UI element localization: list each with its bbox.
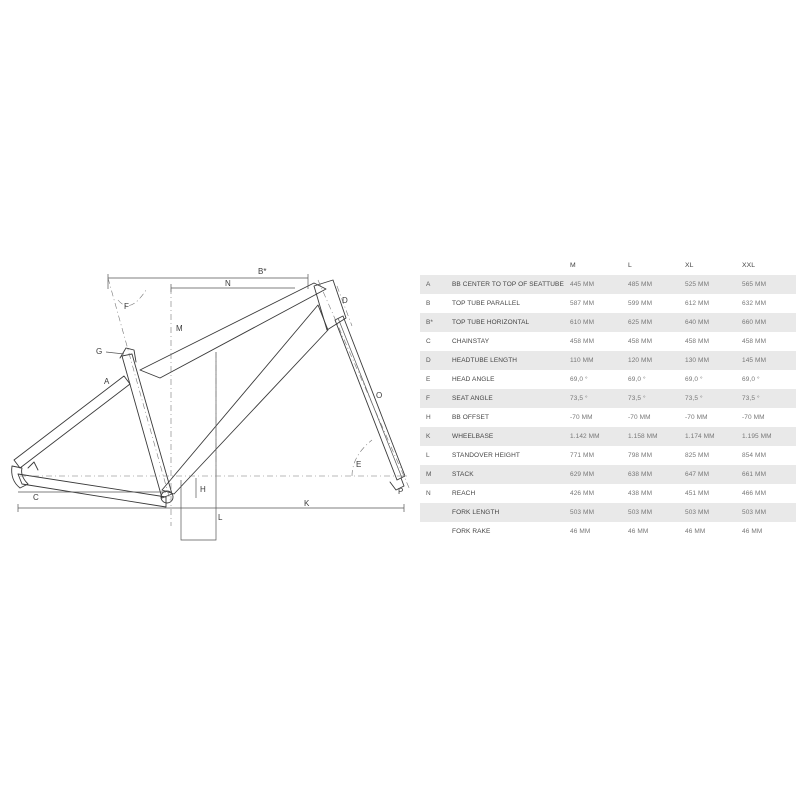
- cell-code: E: [420, 370, 452, 389]
- cell-m: 46 MM: [570, 522, 628, 541]
- geometry-table: [420, 256, 796, 541]
- top-tube: [140, 283, 326, 378]
- down-tube: [162, 305, 328, 494]
- head-tube: [314, 280, 346, 330]
- cell-xxl: 854 MM: [742, 446, 796, 465]
- col-m-header: M: [570, 262, 576, 269]
- cell-xxl: 1.195 MM: [742, 427, 796, 446]
- seat-stay: [14, 376, 130, 468]
- cell-l: 120 MM: [628, 351, 685, 370]
- cell-l: 599 MM: [628, 294, 685, 313]
- label-e: E: [356, 460, 362, 469]
- cell-code: K: [420, 427, 452, 446]
- table-row: [420, 465, 796, 484]
- cell-name: FORK RAKE: [452, 522, 570, 541]
- cell-l: 46 MM: [628, 522, 685, 541]
- cell-xl: 640 MM: [685, 313, 742, 332]
- label-l: L: [218, 513, 223, 522]
- cell-xl: 451 MM: [685, 484, 742, 503]
- cell-l: 438 MM: [628, 484, 685, 503]
- cell-code: [420, 503, 452, 522]
- cell-xxl: 661 MM: [742, 465, 796, 484]
- table-row: [420, 503, 796, 522]
- col-xl-header: XL: [685, 262, 694, 269]
- cell-xxl: -70 MM: [742, 408, 796, 427]
- table-row: [420, 427, 796, 446]
- cell-m: 73,5 °: [570, 389, 628, 408]
- cell-code: B*: [420, 313, 452, 332]
- label-f: F: [124, 302, 129, 311]
- cell-code: C: [420, 332, 452, 351]
- cell-name: STACK: [452, 465, 570, 484]
- cell-xxl: 69,0 °: [742, 370, 796, 389]
- label-n: N: [225, 279, 231, 288]
- table-row: [420, 313, 796, 332]
- cell-name: STANDOVER HEIGHT: [452, 446, 570, 465]
- label-o: O: [376, 391, 383, 400]
- cell-xxl: 466 MM: [742, 484, 796, 503]
- chain-stay: [18, 474, 166, 507]
- label-d: D: [342, 296, 348, 305]
- cell-l: 485 MM: [628, 275, 685, 294]
- cell-code: B: [420, 294, 452, 313]
- bike-frame-diagram: [0, 250, 420, 550]
- table-row: [420, 522, 796, 541]
- cell-m: 445 MM: [570, 275, 628, 294]
- cell-xxl: 503 MM: [742, 503, 796, 522]
- cell-xl: 130 MM: [685, 351, 742, 370]
- table-row: [420, 332, 796, 351]
- cell-xl: -70 MM: [685, 408, 742, 427]
- col-xxl-header: XXL: [742, 262, 756, 269]
- cell-l: 73,5 °: [628, 389, 685, 408]
- rear-dropout-hook: [28, 462, 38, 470]
- g-leader: [106, 352, 124, 354]
- col-l-header: L: [628, 262, 632, 269]
- label-h: H: [200, 485, 206, 494]
- cell-name: REACH: [452, 484, 570, 503]
- cell-name: FORK LENGTH: [452, 503, 570, 522]
- cell-m: 629 MM: [570, 465, 628, 484]
- cell-xxl: 145 MM: [742, 351, 796, 370]
- cell-xl: 503 MM: [685, 503, 742, 522]
- cell-m: 458 MM: [570, 332, 628, 351]
- table-row: [420, 275, 796, 294]
- cell-l: 1.158 MM: [628, 427, 685, 446]
- cell-name: HEAD ANGLE: [452, 370, 570, 389]
- table-row: [420, 351, 796, 370]
- cell-xl: 46 MM: [685, 522, 742, 541]
- cell-code: A: [420, 275, 452, 294]
- cell-code: M: [420, 465, 452, 484]
- cell-m: 110 MM: [570, 351, 628, 370]
- cell-m: 503 MM: [570, 503, 628, 522]
- cell-name: SEAT ANGLE: [452, 389, 570, 408]
- cell-name: TOP TUBE HORIZONTAL: [452, 313, 570, 332]
- label-c: C: [33, 493, 39, 502]
- cell-xxl: 565 MM: [742, 275, 796, 294]
- table-body: [420, 275, 796, 541]
- cell-xl: 825 MM: [685, 446, 742, 465]
- cell-l: 503 MM: [628, 503, 685, 522]
- cell-m: 610 MM: [570, 313, 628, 332]
- table-row: [420, 484, 796, 503]
- label-p: P: [398, 487, 404, 496]
- cell-l: 458 MM: [628, 332, 685, 351]
- col-name-header: [452, 256, 570, 275]
- cell-m: 771 MM: [570, 446, 628, 465]
- cell-m: 69,0 °: [570, 370, 628, 389]
- cell-name: HEADTUBE LENGTH: [452, 351, 570, 370]
- label-k: K: [304, 499, 310, 508]
- cell-xxl: 660 MM: [742, 313, 796, 332]
- cell-code: [420, 522, 452, 541]
- table-row: [420, 370, 796, 389]
- table-header: [420, 256, 796, 275]
- cell-name: WHEELBASE: [452, 427, 570, 446]
- cell-l: 625 MM: [628, 313, 685, 332]
- table-row: [420, 408, 796, 427]
- cell-name: CHAINSTAY: [452, 332, 570, 351]
- cell-m: 1.142 MM: [570, 427, 628, 446]
- cell-code: L: [420, 446, 452, 465]
- cell-xxl: 458 MM: [742, 332, 796, 351]
- cell-xxl: 46 MM: [742, 522, 796, 541]
- cell-xl: 612 MM: [685, 294, 742, 313]
- cell-xl: 458 MM: [685, 332, 742, 351]
- table-row: [420, 389, 796, 408]
- cell-name: TOP TUBE PARALLEL: [452, 294, 570, 313]
- cell-l: -70 MM: [628, 408, 685, 427]
- cell-m: 426 MM: [570, 484, 628, 503]
- cell-xxl: 73,5 °: [742, 389, 796, 408]
- label-m: M: [176, 324, 183, 333]
- cell-xxl: 632 MM: [742, 294, 796, 313]
- cell-l: 69,0 °: [628, 370, 685, 389]
- cell-code: F: [420, 389, 452, 408]
- label-b-star: B*: [258, 267, 267, 276]
- cell-code: H: [420, 408, 452, 427]
- table-row: [420, 446, 796, 465]
- cell-name: BB CENTER TO TOP OF SEATTUBE: [452, 275, 570, 294]
- cell-xl: 647 MM: [685, 465, 742, 484]
- cell-l: 638 MM: [628, 465, 685, 484]
- cell-xl: 1.174 MM: [685, 427, 742, 446]
- label-g: G: [96, 347, 103, 356]
- label-a: A: [104, 377, 110, 386]
- cell-code: D: [420, 351, 452, 370]
- cell-m: -70 MM: [570, 408, 628, 427]
- cell-xl: 73,5 °: [685, 389, 742, 408]
- table-row: [420, 294, 796, 313]
- cell-xl: 69,0 °: [685, 370, 742, 389]
- col-code-header: [420, 256, 452, 275]
- cell-xl: 525 MM: [685, 275, 742, 294]
- cell-name: BB OFFSET: [452, 408, 570, 427]
- cell-m: 587 MM: [570, 294, 628, 313]
- cell-l: 798 MM: [628, 446, 685, 465]
- cell-code: N: [420, 484, 452, 503]
